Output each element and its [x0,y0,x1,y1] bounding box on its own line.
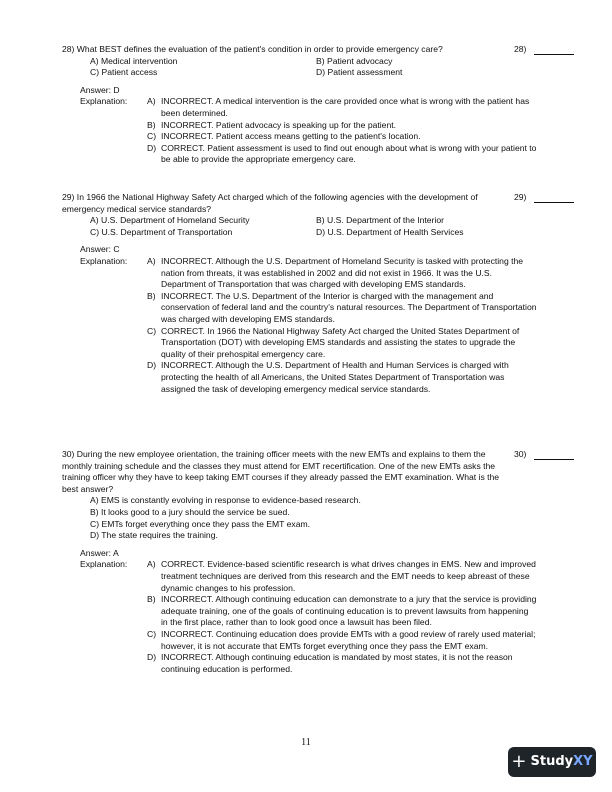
explanation-item: A) CORRECT. Evidence-based scientific research is what drives changes in EMS. New and improved treatment techniques are derived from this research and the EMT needs to keep abreast of these dynamic changes to his profession. [147,559,536,593]
explanation-item: C) INCORRECT. Continuing education does provide EMTs with a good review of rarely used material; however, it is not accurate that EMTs forget everything once they pass the EMT exam. [147,628,536,651]
choices [90,215,602,238]
explanation [80,256,602,395]
question-stem: 28) What BEST defines the evaluation of the patient's condition in order to provide emergency care? [62,44,443,54]
choices [90,56,602,79]
choice-a: A) U.S. Department of Homeland Security [90,215,250,226]
badge-prefix: Study [530,754,574,770]
answer-blank [534,202,574,203]
page-number: 11 [301,737,311,748]
question-number: 29) [514,192,527,202]
choices [90,495,602,541]
explanation-label: Explanation: [80,559,128,570]
answer: Answer: A [80,547,119,558]
studyxy-badge[interactable] [508,747,596,777]
explanation-item: D) INCORRECT. Although the U.S. Department of Health and Human Services is charged with protecting the health of all Americans, the United States Department of Transportation was assigned the task of developing emergency medical service standards. [147,360,509,394]
explanation-item: B) INCORRECT. Although continuing education can demonstrate to a jury that the service is providing adequate training, one of the goals of continuing education is to prevent lawsuits from happening in the first place, rather than to look good once a lawsuit has been filed. [147,594,537,628]
answer: Answer: C [80,244,120,255]
question-28 [62,44,602,166]
choice-b: B) U.S. Department of the Interior [316,215,445,226]
explanation-item: C) INCORRECT. Patient access means getting to the patient's location. [147,131,421,142]
choice-d: D) U.S. Department of Health Services [316,226,464,237]
choice-a: A) EMS is constantly evolving in response to evidence-based research. [90,495,361,506]
answer-blank [534,54,574,55]
question-30 [62,449,602,675]
explanation-item: B) INCORRECT. The U.S. Department of the Interior is charged with the management and conservation of federal land and the country's natural resources. The Department of Transportation was charged with developing EMS standards. [147,290,537,324]
explanation [80,559,602,675]
plus-icon: + [511,751,527,773]
choice-a: A) Medical intervention [90,55,178,66]
explanation-item: B) INCORRECT. Patient advocacy is speaking up for the patient. [147,119,397,130]
answer: Answer: D [80,84,120,95]
explanation [80,96,602,166]
choice-c: C) U.S. Department of Transportation [90,226,233,237]
choice-c: C) EMTs forget everything once they pass the EMT exam. [90,518,311,529]
explanation-item: C) CORRECT. In 1966 the National Highway Safety Act charged the United States Department of Transportation (DOT) with developing EMS standards and assisting the states to upgrade the quality of their prehospital emergency care. [147,325,520,359]
answer-blank [534,459,574,460]
question-stem: 30) During the new employee orientation, the training officer meets with the new EMTs and explains to them the monthly training schedule and the classes they must attend for EMT recertification. One of the new EMTs asks the training officer why they have to keep taking EMT courses if they already passed the EMT examination. What is the best answer? [62,449,500,494]
badge-suffix: XY [573,754,593,770]
question-stem: 29) In 1966 the National Highway Safety Act charged which of the following agencies with the development of emergency medical service standards? [62,192,478,214]
explanation-label: Explanation: [80,255,128,266]
choice-b: B) Patient advocacy [316,55,393,66]
question-29 [62,192,602,395]
choice-c: C) Patient access [90,67,158,78]
choice-b: B) It looks good to a jury should the service be sued. [90,506,290,517]
choice-d: D) Patient assessment [316,67,403,78]
question-number: 28) [514,44,527,54]
explanation-item: D) INCORRECT. Although continuing education is mandated by most states, it is not the reason continuing education is performed. [147,652,513,674]
explanation-item: A) INCORRECT. Although the U.S. Department of Homeland Security is tasked with protecting the nation from threats, it was established in 2002 and did not exist in 1966. It was the U.S. Department of Transportation that was charged with developing EMS standards. [147,255,524,290]
explanation-label: Explanation: [80,96,128,107]
question-number: 30) [514,449,527,459]
choice-d: D) The state requires the training. [90,530,218,541]
explanation-item: D) CORRECT. Patient assessment is used to find out enough about what is wrong with your patient to be able to provide the appropriate emergency care. [147,142,537,165]
explanation-item: A) INCORRECT. A medical intervention is the care provided once what is wrong with the patient has been determined. [147,96,530,118]
